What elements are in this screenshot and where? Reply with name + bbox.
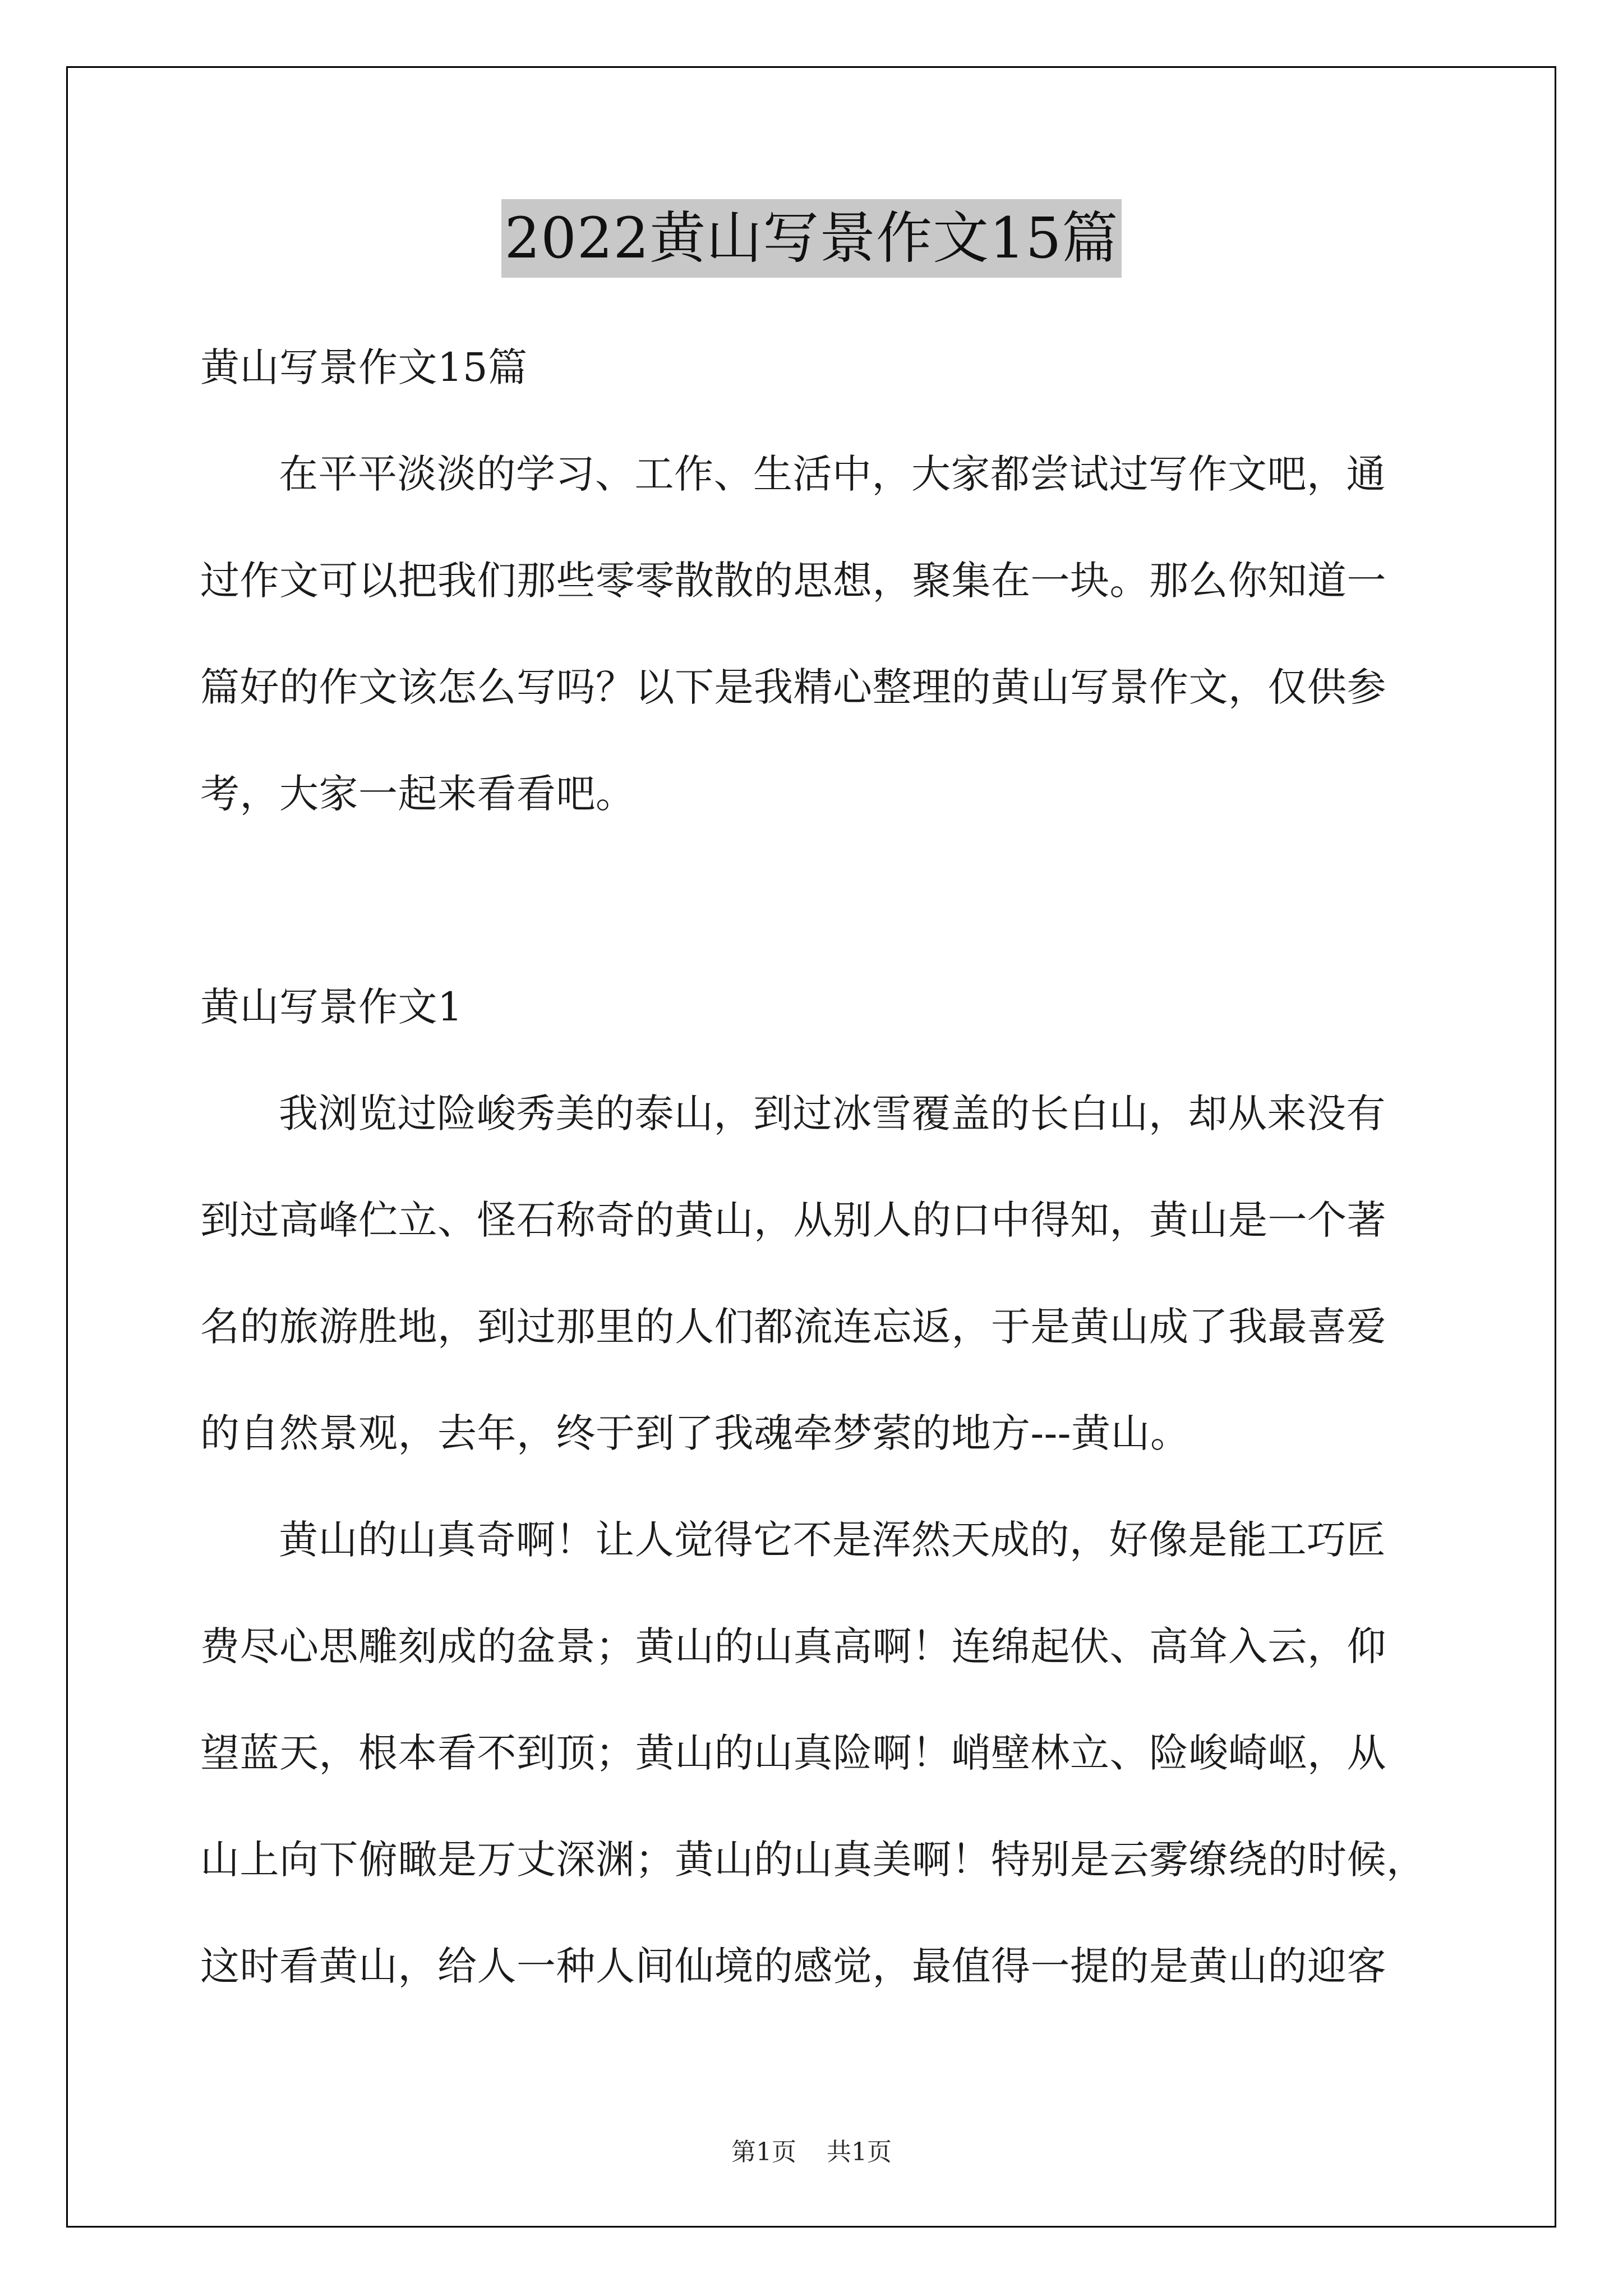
text-line: 名的旅游胜地，到过那里的人们都流连忘返，于是黄山成了我最喜爱 (200, 1304, 1386, 1350)
text-line: 这时看黄山，给人一种人间仙境的感觉，最值得一提的是黄山的迎客 (200, 1943, 1386, 1989)
paragraph-first-line: 我浏览过险峻秀美的泰山，到过冰雪覆盖的长白山，却从来没有 (279, 1091, 1386, 1137)
text-line: 篇好的作文该怎么写吗？以下是我精心整理的黄山写景作文，仅供参 (200, 664, 1386, 710)
document-body (200, 314, 1456, 2019)
blank-line (200, 847, 1456, 954)
text-line: 考，大家一起来看看吧。 (200, 771, 635, 817)
text-line: 山上向下俯瞰是万丈深渊；黄山的山真美啊！特别是云雾缭绕的时候， (200, 1837, 1426, 1883)
title-container (0, 199, 1623, 278)
page-footer (0, 2132, 1623, 2168)
text-line: 的自然景观，去年，终于到了我魂牵梦萦的地方---黄山。 (200, 1410, 1190, 1456)
text-line: 过作文可以把我们那些零零散散的思想，聚集在一块。那么你知道一 (200, 558, 1386, 604)
paragraph-first-line: 在平平淡淡的学习、工作、生活中，大家都尝试过写作文吧，通 (279, 451, 1386, 497)
paragraph-first-line: 黄山的山真奇啊！让人觉得它不是浑然天成的，好像是能工巧匠 (279, 1517, 1386, 1563)
document-title: 2022黄山写景作文15篇 (501, 199, 1122, 278)
text-line: 望蓝天，根本看不到顶；黄山的山真险啊！峭壁林立、险峻崎岖，从 (200, 1730, 1386, 1776)
page-number-current: 第1页 (731, 2138, 796, 2166)
text-line: 黄山写景作文1 (200, 984, 463, 1030)
text-line: 到过高峰伫立、怪石称奇的黄山，从别人的口中得知，黄山是一个著 (200, 1197, 1386, 1243)
page-number-total: 共1页 (827, 2138, 892, 2166)
text-line: 费尽心思雕刻成的盆景；黄山的山真高啊！连绵起伏、高耸入云，仰 (200, 1623, 1386, 1669)
text-line: 黄山写景作文15篇 (200, 344, 528, 390)
